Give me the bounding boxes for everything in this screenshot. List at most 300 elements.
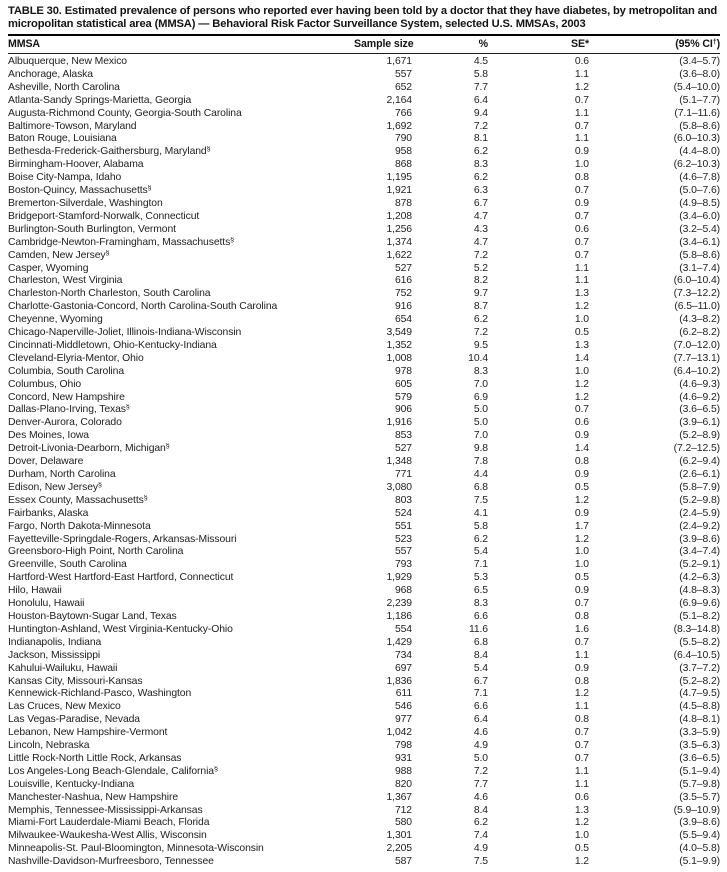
table-row [8, 817, 720, 830]
confidence-interval-value: (5.2–8.2) [679, 675, 720, 687]
percent-value: 4.4 [473, 469, 488, 480]
table-row [8, 288, 720, 301]
mmsa-name: Bremerton-Silverdale, Washington [8, 197, 163, 209]
confidence-interval-value: (6.2–8.2) [679, 327, 720, 339]
sample-size-value: 1,374 [386, 236, 412, 248]
percent-value: 7.7 [473, 778, 488, 790]
col-header-percent-label: % [478, 38, 488, 50]
confidence-interval-value: (3.6–8.0) [679, 68, 720, 80]
percent-value: 5.8 [473, 520, 488, 532]
sample-size-value: 1,352 [386, 339, 412, 351]
confidence-interval-value: (4.8–8.1) [679, 714, 720, 726]
percent-value: 8.3 [473, 159, 488, 171]
confidence-interval-value: (4.6–9.3) [679, 378, 720, 390]
table-row [8, 792, 720, 805]
standard-error-value: 0.7 [574, 727, 589, 739]
percent-value: 5.2 [473, 262, 488, 274]
table-row [8, 301, 720, 314]
mmsa-name: Cincinnati-Middletown, Ohio-Kentucky-Indiana [8, 339, 217, 351]
confidence-interval-value: (7.1–11.6) [674, 107, 720, 119]
percent-value: 4.3 [473, 223, 488, 235]
sample-size-value: 611 [395, 688, 412, 700]
mmsa-name: Kahului-Wailuku, Hawaii [8, 662, 118, 674]
mmsa-name: Burlington-South Burlington, Vermont [8, 223, 176, 235]
confidence-interval-value: (3.3–5.9) [679, 727, 720, 739]
sample-size-value: 958 [394, 146, 412, 158]
table-row [8, 456, 720, 469]
mmsa-name: Boise City-Nampa, Idaho [8, 172, 122, 184]
percent-value: 6.4 [473, 714, 488, 726]
percent-value: 7.5 [473, 856, 488, 868]
sample-size-value: 616 [394, 275, 412, 287]
section-footnote-marker: § [147, 185, 152, 193]
table-row [8, 740, 720, 753]
confidence-interval-value: (7.2–12.5) [673, 443, 720, 455]
sample-size-value: 906 [394, 404, 412, 416]
sample-size-value: 523 [394, 533, 412, 545]
confidence-interval-value: (4.6–7.8) [679, 172, 720, 184]
sample-size-value: 853 [394, 430, 412, 442]
standard-error-value: 0.7 [574, 404, 589, 416]
table-row [8, 830, 720, 843]
col-header-mmsa-label: MMSA [8, 38, 40, 50]
mmsa-name: Baton Rouge, Louisiana [8, 133, 117, 145]
sample-size-value: 554 [394, 623, 412, 635]
table-row [8, 585, 720, 598]
sample-size-value: 1,042 [386, 727, 412, 739]
mmsa-name: Nashville-Davidson-Murfreesboro, Tennessee [8, 856, 214, 868]
confidence-interval-value: (5.2–9.8) [679, 494, 720, 506]
sample-size-value: 798 [394, 740, 412, 752]
sample-size-value: 1,671 [386, 56, 412, 67]
percent-value: 6.3 [473, 185, 488, 197]
standard-error-value: 1.1 [574, 275, 589, 287]
standard-error-value: 1.1 [574, 765, 589, 777]
table-title: TABLE 30. Estimated prevalence of persons who reported ever having been told by a doctor that they have diabetes, by metropolitan and micropolitan statistical area (MMSA) — Behavioral Risk Factor Surveillance System, selected U.S. MMSAs, 2003 [8, 5, 718, 30]
mmsa-name: Hartford-West Hartford-East Hartford, Connecticut [8, 572, 234, 584]
percent-value: 8.4 [473, 649, 488, 661]
confidence-interval-value: (5.9–10.9) [673, 804, 720, 816]
percent-value: 7.0 [473, 378, 488, 390]
percent-value: 7.7 [473, 81, 488, 93]
mmsa-name: Bethesda-Frederick-Gaithersburg, Maryland§ [8, 146, 211, 158]
table-row [8, 430, 720, 443]
table-row [8, 69, 720, 82]
col-header-se [488, 35, 589, 54]
mmsa-name: Louisville, Kentucky-Indiana [8, 778, 135, 790]
confidence-interval-value: (6.4–10.5) [673, 649, 720, 661]
confidence-interval-value: (5.1–7.7) [679, 94, 720, 106]
table-row [8, 805, 720, 818]
mmsa-name: Charlotte-Gastonia-Concord, North Carolina-South Carolina [8, 301, 278, 313]
table-row [8, 546, 720, 559]
percent-value: 7.4 [473, 830, 488, 842]
percent-value: 10.4 [468, 352, 488, 364]
standard-error-value: 1.1 [574, 68, 589, 80]
standard-error-value: 1.2 [574, 533, 589, 545]
mmsa-name: Manchester-Nashua, New Hampshire [8, 791, 179, 803]
confidence-interval-value: (4.4–8.0) [679, 146, 720, 158]
sample-size-value: 752 [394, 288, 412, 300]
standard-error-value: 1.3 [574, 339, 589, 351]
confidence-interval-value: (3.9–8.6) [679, 533, 720, 545]
sample-size-value: 1,008 [386, 352, 412, 364]
standard-error-value: 1.2 [574, 391, 589, 403]
mmsa-name: Camden, New Jersey§ [8, 249, 110, 261]
percent-value: 5.3 [473, 572, 488, 584]
mmsa-name: Fayetteville-Springdale-Rogers, Arkansas-Missouri [8, 533, 237, 545]
percent-value: 4.9 [473, 843, 488, 855]
sample-size-value: 2,164 [386, 94, 412, 106]
mmsa-name: Kennewick-Richland-Pasco, Washington [8, 688, 192, 700]
col-header-ci-suffix: ) [716, 38, 720, 50]
mmsa-name: Honolulu, Hawaii [8, 598, 85, 610]
standard-error-value: 1.4 [574, 352, 589, 364]
sample-size-value: 1,367 [386, 791, 412, 803]
dagger-footnote-marker: † [712, 39, 717, 46]
standard-error-value: 1.2 [574, 378, 589, 390]
mmsa-name: Lebanon, New Hampshire-Vermont [8, 727, 168, 739]
standard-error-value: 1.1 [574, 649, 589, 661]
table-row [8, 159, 720, 172]
mmsa-name: Houston-Baytown-Sugar Land, Texas [8, 610, 177, 622]
col-header-sample-size-label: Sample size [354, 38, 414, 50]
standard-error-value: 0.9 [574, 197, 589, 209]
standard-error-value: 1.0 [574, 546, 589, 558]
col-header-percent [412, 35, 488, 54]
sample-size-value: 1,301 [386, 830, 412, 842]
table-row [8, 534, 720, 547]
table-row [8, 108, 720, 121]
standard-error-value: 0.5 [574, 572, 589, 584]
table-row [8, 559, 720, 572]
sample-size-value: 2,239 [386, 598, 412, 610]
percent-value: 9.5 [473, 339, 488, 351]
confidence-interval-value: (3.5–5.7) [679, 791, 720, 803]
standard-error-value: 0.7 [574, 236, 589, 248]
table-row [8, 856, 720, 869]
confidence-interval-value: (6.9–9.6) [679, 598, 720, 610]
standard-error-value: 1.2 [574, 81, 589, 93]
percent-value: 6.2 [473, 314, 488, 326]
mmsa-name: Bridgeport-Stamford-Norwalk, Connecticut [8, 210, 200, 222]
percent-value: 6.5 [473, 585, 488, 597]
mmsa-name: Boston-Quincy, Massachusetts§ [8, 185, 152, 197]
confidence-interval-value: (4.6–9.2) [679, 391, 720, 403]
standard-error-value: 1.0 [574, 365, 589, 377]
percent-value: 6.7 [473, 197, 488, 209]
sample-size-value: 697 [394, 662, 412, 674]
table-row [8, 508, 720, 521]
standard-error-value: 0.5 [574, 843, 589, 855]
confidence-interval-value: (4.7–9.5) [679, 688, 720, 700]
table-row [8, 443, 720, 456]
percent-value: 6.8 [473, 636, 488, 648]
table-row [8, 224, 720, 237]
col-header-ci-label: (95% CI [675, 38, 713, 50]
percent-value: 6.2 [473, 817, 488, 829]
percent-value: 6.6 [473, 701, 488, 713]
sample-size-value: 771 [394, 469, 412, 480]
sample-size-value: 605 [394, 378, 412, 390]
sample-size-value: 734 [394, 649, 412, 661]
confidence-interval-value: (4.9–8.5) [679, 197, 720, 209]
table-row [8, 263, 720, 276]
confidence-interval-value: (8.3–14.8) [673, 623, 720, 635]
section-footnote-marker: § [125, 404, 130, 412]
sample-size-value: 1,836 [386, 675, 412, 687]
confidence-interval-value: (2.4–5.9) [679, 507, 720, 519]
sample-size-value: 978 [394, 365, 412, 377]
confidence-interval-value: (3.9–8.6) [679, 817, 720, 829]
percent-value: 4.6 [473, 791, 488, 803]
section-footnote-marker: § [230, 236, 234, 244]
percent-value: 7.1 [473, 559, 488, 571]
mmsa-name: Hilo, Hawaii [8, 585, 62, 597]
table-header [8, 35, 720, 54]
prevalence-table [8, 34, 720, 869]
percent-value: 7.8 [473, 456, 488, 468]
confidence-interval-value: (4.8–8.3) [679, 585, 720, 597]
standard-error-value: 0.9 [574, 662, 589, 674]
mmsa-name: Memphis, Tennessee-Mississippi-Arkansas [8, 804, 203, 816]
table-row [8, 779, 720, 792]
table-row [8, 701, 720, 714]
standard-error-value: 0.5 [574, 327, 589, 339]
standard-error-value: 0.9 [574, 585, 589, 597]
sample-size-value: 712 [394, 804, 412, 816]
confidence-interval-value: (4.5–8.8) [679, 701, 720, 713]
sample-size-value: 1,348 [386, 456, 412, 468]
confidence-interval-value: (5.0–7.6) [679, 185, 720, 197]
sample-size-value: 790 [394, 133, 412, 145]
mmsa-name: Asheville, North Carolina [8, 81, 120, 93]
percent-value: 8.3 [473, 598, 488, 610]
sample-size-value: 916 [394, 301, 412, 313]
standard-error-value: 0.7 [574, 740, 589, 752]
section-footnote-marker: § [98, 481, 102, 489]
mmsa-name: Fargo, North Dakota-Minnesota [8, 520, 151, 532]
table-row [8, 727, 720, 740]
mmsa-name: Cleveland-Elyria-Mentor, Ohio [8, 352, 144, 364]
standard-error-value: 1.0 [574, 314, 589, 326]
mmsa-name: Charleston, West Virginia [8, 275, 123, 287]
confidence-interval-value: (5.7–9.8) [679, 778, 720, 790]
mmsa-name: Baltimore-Towson, Maryland [8, 120, 137, 132]
standard-error-value: 0.7 [574, 752, 589, 764]
percent-value: 7.5 [473, 494, 488, 506]
sample-size-value: 557 [394, 546, 412, 558]
mmsa-name: Cheyenne, Wyoming [8, 314, 103, 326]
sample-size-value: 1,429 [386, 636, 412, 648]
sample-size-value: 1,929 [386, 572, 412, 584]
sample-size-value: 527 [394, 443, 412, 455]
mmsa-name: Columbia, South Carolina [8, 365, 125, 377]
percent-value: 6.2 [473, 533, 488, 545]
percent-value: 8.7 [473, 301, 488, 313]
section-footnote-marker: § [105, 249, 110, 257]
mmsa-name: Anchorage, Alaska [8, 68, 93, 80]
percent-value: 6.7 [473, 675, 488, 687]
table-row [8, 843, 720, 856]
table-row [8, 250, 720, 263]
percent-value: 11.6 [468, 623, 488, 635]
standard-error-value: 1.1 [574, 701, 589, 713]
confidence-interval-value: (3.6–6.5) [679, 404, 720, 416]
sample-size-value: 820 [394, 778, 412, 790]
standard-error-value: 1.0 [574, 159, 589, 171]
mmsa-name: Kansas City, Missouri-Kansas [8, 675, 143, 687]
standard-error-value: 0.8 [574, 610, 589, 622]
standard-error-value: 1.2 [574, 494, 589, 506]
confidence-interval-value: (5.4–10.0) [673, 81, 720, 93]
mmsa-name: Concord, New Hampshire [8, 391, 125, 403]
table-row [8, 95, 720, 108]
header-row [8, 35, 720, 54]
mmsa-name: Albuquerque, New Mexico [8, 56, 127, 67]
sample-size-value: 557 [394, 68, 412, 80]
standard-error-value: 1.2 [574, 856, 589, 868]
standard-error-value: 0.8 [574, 714, 589, 726]
mmsa-name: Huntington-Ashland, West Virginia-Kentucky-Ohio [8, 623, 233, 635]
table-row [8, 714, 720, 727]
confidence-interval-value: (5.5–8.2) [679, 636, 720, 648]
table-row [8, 624, 720, 637]
standard-error-value: 1.1 [574, 778, 589, 790]
standard-error-value: 0.9 [574, 469, 589, 480]
mmsa-name: Dover, Delaware [8, 456, 84, 468]
confidence-interval-value: (3.7–7.2) [679, 662, 720, 674]
confidence-interval-value: (5.1–8.2) [679, 610, 720, 622]
percent-value: 5.4 [473, 662, 488, 674]
table-row [8, 185, 720, 198]
percent-value: 4.9 [473, 740, 488, 752]
percent-value: 7.2 [473, 327, 488, 339]
sample-size-value: 551 [394, 520, 412, 532]
section-footnote-marker: § [165, 443, 170, 451]
sample-size-value: 968 [394, 585, 412, 597]
percent-value: 5.8 [473, 68, 488, 80]
mmsa-name: Las Cruces, New Mexico [8, 701, 121, 713]
sample-size-value: 1,622 [386, 249, 412, 261]
mmsa-name: Atlanta-Sandy Springs-Marietta, Georgia [8, 94, 192, 106]
standard-error-value: 0.6 [574, 56, 589, 67]
confidence-interval-value: (4.3–8.2) [679, 314, 720, 326]
standard-error-value: 1.1 [574, 107, 589, 119]
mmsa-name: Little Rock-North Little Rock, Arkansas [8, 752, 182, 764]
percent-value: 7.0 [473, 430, 488, 442]
mmsa-name: Greensboro-High Point, North Carolina [8, 546, 184, 558]
confidence-interval-value: (6.0–10.4) [673, 275, 720, 287]
standard-error-value: 0.7 [574, 210, 589, 222]
confidence-interval-value: (6.4–10.2) [673, 365, 720, 377]
table-row [8, 237, 720, 250]
percent-value: 7.2 [473, 765, 488, 777]
standard-error-value: 0.5 [574, 481, 589, 493]
sample-size-value: 1,186 [386, 610, 412, 622]
table-row [8, 611, 720, 624]
table-row [8, 172, 720, 185]
table-row [8, 676, 720, 689]
percent-value: 7.2 [473, 120, 488, 132]
standard-error-value: 0.8 [574, 456, 589, 468]
table-row [8, 663, 720, 676]
col-header-sample-size [354, 35, 412, 54]
table-row [8, 275, 720, 288]
mmsa-name: Des Moines, Iowa [8, 430, 89, 442]
mmsa-name: Charleston-North Charleston, South Carolina [8, 288, 211, 300]
section-footnote-marker: § [143, 494, 148, 502]
mmsa-name: Durham, North Carolina [8, 469, 116, 480]
standard-error-value: 0.6 [574, 223, 589, 235]
confidence-interval-value: (2.4–9.2) [679, 520, 720, 532]
table-row [8, 753, 720, 766]
standard-error-value: 0.7 [574, 636, 589, 648]
sample-size-value: 878 [394, 197, 412, 209]
mmsa-name: Jackson, Mississippi [8, 649, 101, 661]
mmsa-name: Casper, Wyoming [8, 262, 89, 274]
standard-error-value: 0.7 [574, 120, 589, 132]
standard-error-value: 0.7 [574, 185, 589, 197]
confidence-interval-value: (6.0–10.3) [673, 133, 720, 145]
mmsa-name: Fairbanks, Alaska [8, 507, 89, 519]
col-header-mmsa [8, 35, 354, 54]
section-footnote-marker: § [213, 765, 218, 773]
mmsa-name: Minneapolis-St. Paul-Bloomington, Minnesota-Wisconsin [8, 843, 264, 855]
table-row [8, 54, 720, 69]
table-row [8, 482, 720, 495]
sample-size-value: 868 [394, 159, 412, 171]
table-row [8, 211, 720, 224]
confidence-interval-value: (5.2–8.9) [679, 430, 720, 442]
standard-error-value: 0.6 [574, 417, 589, 429]
confidence-interval-value: (2.6–6.1) [679, 469, 720, 480]
table-row [8, 392, 720, 405]
standard-error-value: 1.0 [574, 559, 589, 571]
table-row [8, 198, 720, 211]
standard-error-value: 1.3 [574, 288, 589, 300]
table-row [8, 327, 720, 340]
percent-value: 9.8 [473, 443, 488, 455]
sample-size-value: 1,195 [386, 172, 412, 184]
percent-value: 6.6 [473, 610, 488, 622]
percent-value: 4.6 [473, 727, 488, 739]
confidence-interval-value: (5.5–9.4) [679, 830, 720, 842]
table-row [8, 495, 720, 508]
standard-error-value: 0.8 [574, 172, 589, 184]
sample-size-value: 579 [394, 391, 412, 403]
confidence-interval-value: (5.8–7.9) [679, 481, 720, 493]
confidence-interval-value: (5.8–8.6) [679, 249, 720, 261]
confidence-interval-value: (3.4–7.4) [679, 546, 720, 558]
percent-value: 8.1 [473, 133, 488, 145]
percent-value: 4.7 [473, 210, 488, 222]
percent-value: 7.1 [473, 688, 488, 700]
standard-error-value: 0.9 [574, 146, 589, 158]
mmsa-name: Denver-Aurora, Colorado [8, 417, 122, 429]
confidence-interval-value: (3.2–5.4) [679, 223, 720, 235]
percent-value: 7.2 [473, 249, 488, 261]
mmsa-name: Lincoln, Nebraska [8, 740, 90, 752]
confidence-interval-value: (3.1–7.4) [679, 262, 720, 274]
mmsa-name: Chicago-Naperville-Joliet, Illinois-Indiana-Wisconsin [8, 327, 242, 339]
mmsa-name: Indianapolis, Indiana [8, 636, 102, 648]
confidence-interval-value: (3.5–6.3) [679, 740, 720, 752]
mmsa-name: Cambridge-Newton-Framingham, Massachusetts§ [8, 236, 234, 248]
percent-value: 6.4 [473, 94, 488, 106]
standard-error-value: 1.2 [574, 688, 589, 700]
percent-value: 4.7 [473, 236, 488, 248]
